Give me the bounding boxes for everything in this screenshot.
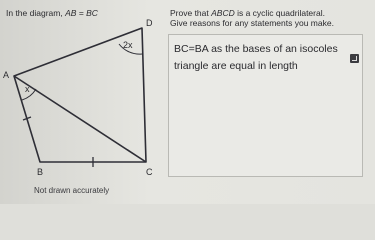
intro-math: AB = BC xyxy=(65,8,98,18)
intro-text: In the diagram, xyxy=(6,8,66,18)
question-line-2: Give reasons for any statements you make. xyxy=(170,18,334,28)
answer-textarea[interactable] xyxy=(168,34,363,177)
vertex-label-d: D xyxy=(146,18,153,28)
vertex-label-a: A xyxy=(3,70,10,80)
vertex-label-b: B xyxy=(37,167,44,177)
question-line-1 xyxy=(170,8,370,18)
question-math: ABCD xyxy=(211,8,235,18)
question-prove-prefix: Prove that xyxy=(170,8,212,18)
diagonal-ac xyxy=(14,76,146,162)
resize-grip-icon[interactable] xyxy=(350,54,359,63)
quadrilateral-diagram xyxy=(0,0,170,200)
vertex-label-c: C xyxy=(146,167,153,177)
angle-label-a: x xyxy=(25,84,30,94)
angle-label-d: 2x xyxy=(123,40,133,50)
question-text xyxy=(170,8,370,28)
diagram-caption: Not drawn accurately xyxy=(34,186,110,195)
answer-text[interactable]: BC=BA as the bases of an isocoles triangle are equal in length xyxy=(174,43,341,72)
question-prove-suffix: is a cyclic quadrilateral. xyxy=(234,8,325,18)
